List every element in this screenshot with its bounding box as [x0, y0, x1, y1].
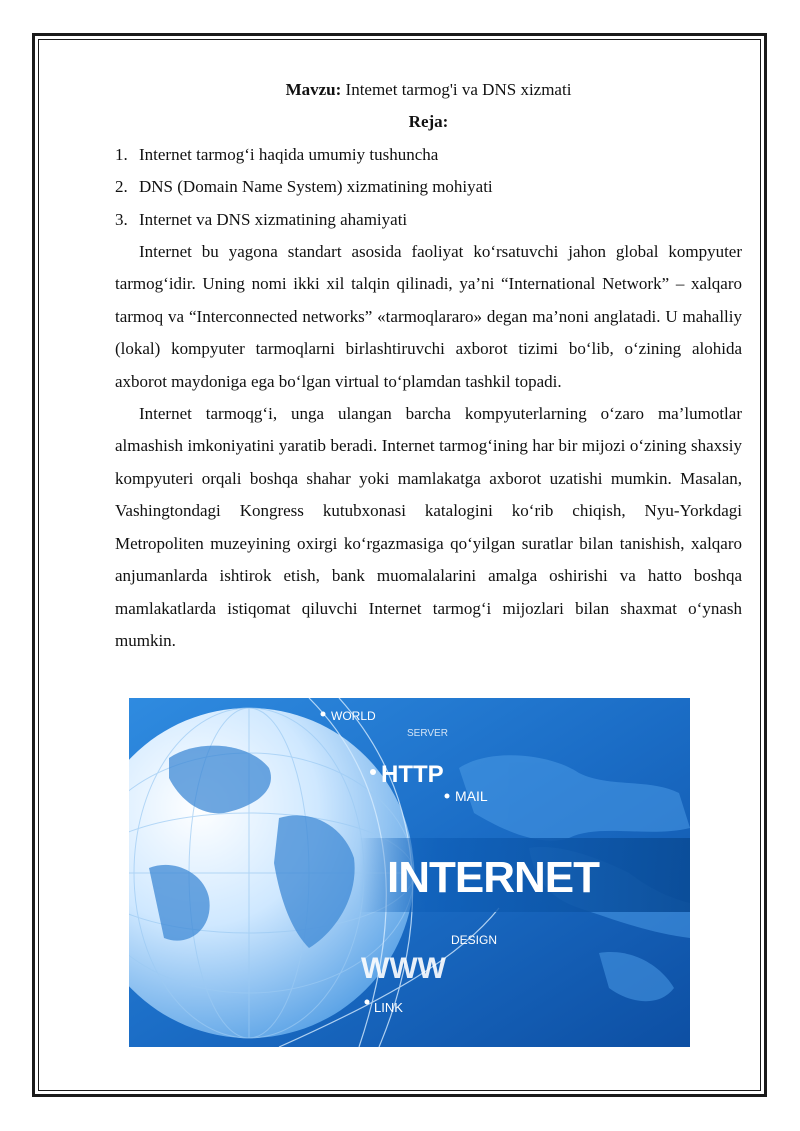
- plan-title-text: Reja:: [408, 112, 449, 132]
- topic-label: Mavzu:: [285, 80, 342, 99]
- paragraph: Internet bu yagona standart asosida faoliyat ko‘rsatuvchi jahon global kompyuter tarmog‘idir. Uning nomi ikki xil talqin qilinadi, ya’ni “International Network” – xalqaro tarmoq va “Interconnected networks” «tarmoqlararo» degan ma’noni anglatadi. U mahalliy (lokal) kompyuter tarmoqlarni birlashtiruvchi axborot tizimi bo‘lib, o‘zining alohida axborot maydoniga ega bo‘lgan virtual to‘plamdan tashkil topadi.: [115, 242, 742, 391]
- plan-item-number: 2.: [115, 177, 128, 197]
- document-body: [115, 74, 742, 657]
- label-world: WORLD: [331, 709, 376, 723]
- internet-illustration: [129, 698, 690, 1047]
- paragraph: Internet tarmoqg‘i, unga ulangan barcha kompyuterlarning o‘zaro ma’lumotlar almashish imkoniyatini yaratib beradi. Internet tarmog‘ining har bir mijozi o‘zining shaxsiy kompyuteri orqali boshqa shahar yoki mamlakatga axborot uzatishi mumkin. Masalan, Vashingtondagi Kongress kutubxonasi katalogini ko‘rib chiqish, Nyu-Yorkdagi Metropoliten muzeyining oxirgi ko‘rgazmasiga qo‘yilgan suratlar bilan tanishish, xalqaro anjumanlarda ishtirok etish, bank muomalalarini amalga oshirishi va hatto boshqa mamlakatlarda istiqomat qiluvchi Internet tarmog‘i mijozlari bilan shaxmat o‘ynash mumkin.: [115, 404, 742, 650]
- plan-title: [115, 106, 742, 138]
- internet-illustration-svg: [129, 698, 690, 1047]
- node-dot: [445, 794, 450, 799]
- plan-item-text: Internet va DNS xizmatining ahamiyati: [139, 209, 408, 229]
- label-mail: MAIL: [455, 788, 488, 804]
- plan-item-text: DNS (Domain Name System) xizmatining mohiyati: [139, 177, 493, 197]
- headline-internet: INTERNET: [387, 853, 599, 902]
- label-server: SERVER: [407, 728, 448, 739]
- plan-item: [115, 139, 742, 171]
- node-dot: [365, 1000, 370, 1005]
- plan-item-number: 1.: [115, 144, 128, 164]
- label-design: DESIGN: [451, 933, 498, 947]
- label-link: LINK: [374, 1000, 403, 1015]
- plan-item-text: Internet tarmog‘i haqida umumiy tushuncha: [139, 144, 439, 164]
- label-www: WWW: [361, 952, 446, 985]
- plan-item: [115, 171, 742, 203]
- topic-line: [115, 74, 742, 106]
- node-dot: [370, 769, 376, 775]
- plan-item-number: 3.: [115, 209, 128, 229]
- topic-text: Intemet tarmog'i va DNS xizmati: [345, 80, 572, 99]
- label-http: HTTP: [381, 761, 444, 788]
- node-dot: [321, 712, 326, 717]
- plan-list: [115, 139, 742, 236]
- plan-item: [115, 204, 742, 236]
